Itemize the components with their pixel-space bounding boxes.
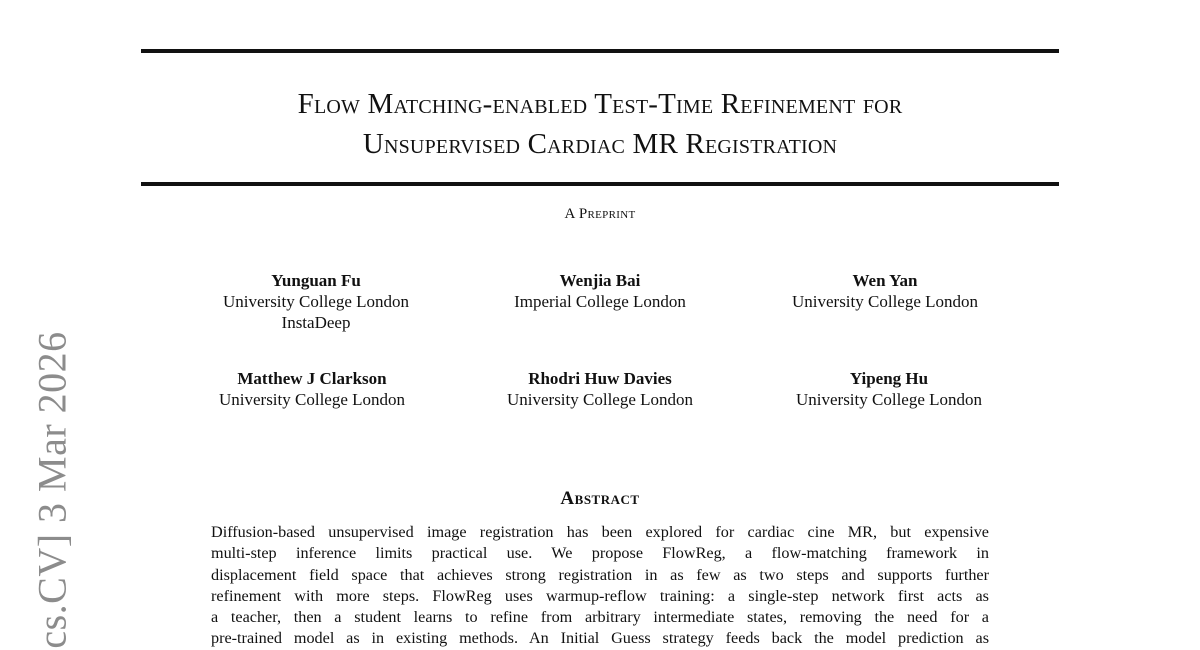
abstract-line: refinement with more steps. FlowReg uses warmup-reflow training: a single-step network first acts as — [211, 586, 989, 605]
abstract-line: a teacher, then a student learns to refine from arbitrary intermediate states, removing the need for a — [211, 608, 989, 627]
abstract-body — [211, 522, 989, 650]
preprint-label: A Preprint — [564, 206, 636, 222]
author-affiliation: University College London — [506, 390, 694, 409]
author-affiliation: Imperial College London — [514, 292, 686, 311]
author-affiliation: University College London — [791, 292, 979, 311]
abstract-line: Diffusion-based unsupervised image registration has been explored for cardiac cine MR, but expensive — [211, 523, 989, 541]
title-line: Unsupervised Cardiac MR Registration — [362, 128, 838, 160]
paper-title — [141, 84, 1059, 164]
author-name: Yipeng Hu — [849, 369, 929, 388]
author-affiliation: InstaDeep — [281, 313, 351, 332]
author-affiliation: University College London — [222, 292, 410, 311]
author-affiliation: University College London — [795, 390, 983, 409]
author-name: Wen Yan — [852, 271, 918, 290]
title-bottom-rule — [141, 182, 1059, 186]
author-entry — [162, 368, 462, 410]
arxiv-stamp: cs.CV] 3 Mar 2026 — [29, 331, 75, 649]
author-name: Rhodri Huw Davies — [528, 369, 672, 388]
author-entry — [450, 368, 750, 410]
abstract-line: multi-step inference limits practical use. We propose FlowReg, a flow-matching framework in — [211, 544, 989, 563]
author-entry — [735, 270, 1035, 312]
author-affiliation: University College London — [218, 390, 406, 409]
author-entry — [450, 270, 750, 312]
abstract-line: pre-trained model as in existing methods. An Initial Guess strategy feeds back the model prediction as — [211, 629, 989, 648]
title-top-rule — [141, 49, 1059, 53]
author-entry — [739, 368, 1039, 410]
abstract-line: displacement field space that achieves strong registration in as few as two steps and supports further — [211, 565, 989, 584]
title-line: Flow Matching-enabled Test-Time Refinement for — [297, 88, 903, 120]
author-name: Wenjia Bai — [559, 271, 641, 290]
abstract-heading: Abstract — [560, 488, 640, 509]
author-name: Yunguan Fu — [271, 271, 361, 290]
author-entry — [166, 270, 466, 333]
author-name: Matthew J Clarkson — [237, 369, 387, 388]
